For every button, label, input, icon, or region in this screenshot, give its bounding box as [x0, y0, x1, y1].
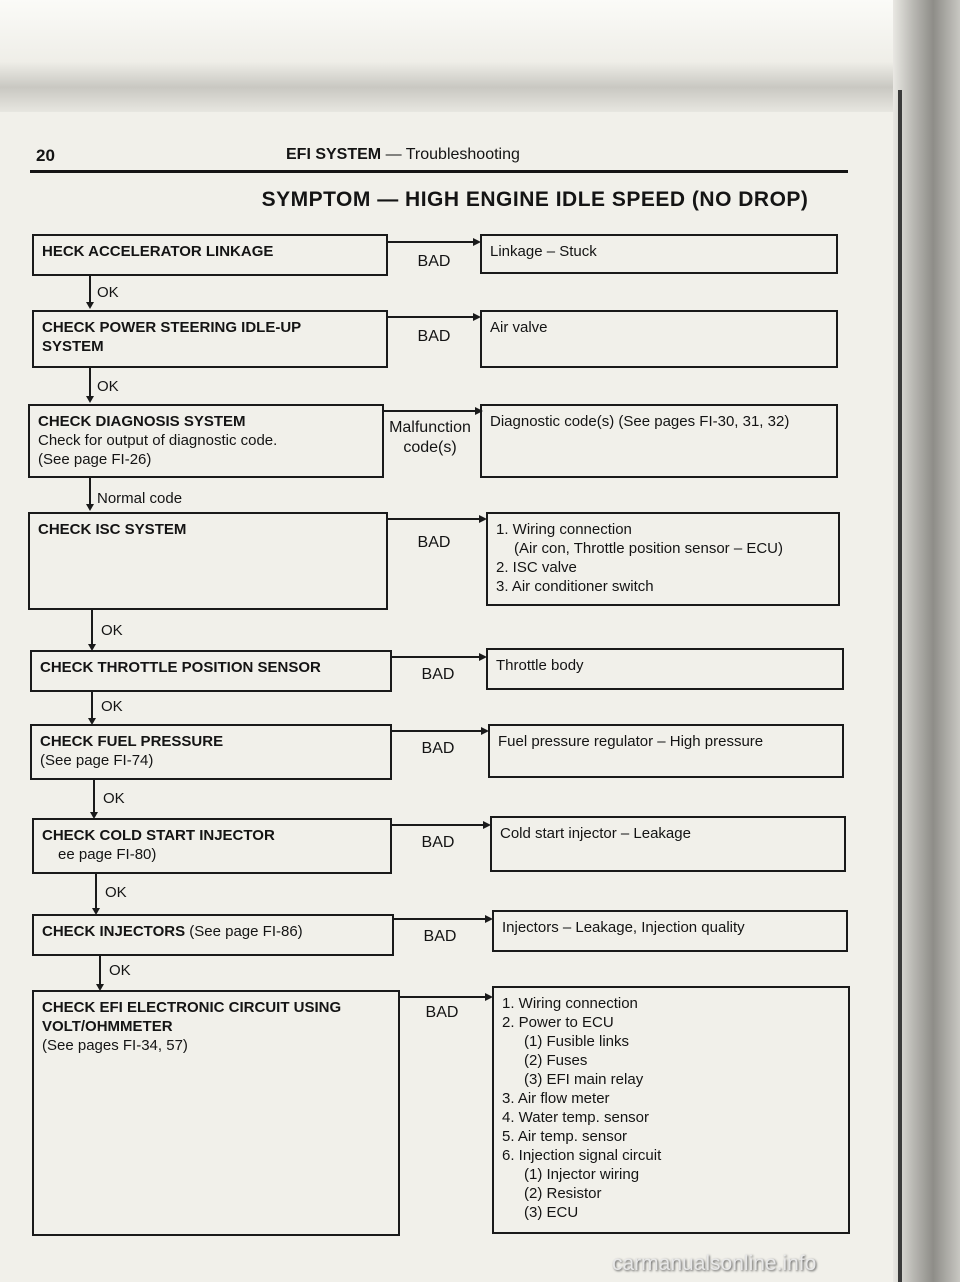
- bad-connector: [388, 316, 474, 318]
- page-edge: [898, 90, 902, 1282]
- check-detail: Check for output of diagnostic code.: [38, 432, 278, 449]
- ok-label: OK: [109, 962, 131, 979]
- scan-binding-shadow: [893, 0, 960, 1282]
- result-line: 3. Air conditioner switch: [496, 578, 654, 595]
- result-box-cold-start-leakage: [490, 816, 846, 872]
- check-reference: (See page FI-74): [40, 752, 154, 769]
- flow-line: [93, 780, 95, 814]
- arrow-down-icon: [86, 302, 94, 309]
- result-label: BAD: [417, 534, 451, 551]
- flow-line: [89, 478, 91, 506]
- ok-label: OK: [101, 698, 123, 715]
- running-head: [286, 146, 520, 164]
- flow-line: [91, 692, 93, 720]
- result-line: 2. Power to ECU: [502, 1014, 614, 1031]
- check-box-efi-circuit: [32, 990, 400, 1236]
- bad-connector: [400, 996, 486, 998]
- check-box-isc-system: [28, 512, 388, 610]
- check-box-power-steering: [32, 310, 388, 368]
- result-line: 3. Air flow meter: [502, 1090, 610, 1107]
- check-heading: CHECK COLD START INJECTOR: [42, 827, 275, 844]
- result-box-throttle-body: [486, 648, 844, 690]
- bad-connector: [394, 918, 486, 920]
- arrow-down-icon: [86, 504, 94, 511]
- flow-line: [89, 276, 91, 304]
- page-title: SYMPTOM — HIGH ENGINE IDLE SPEED (NO DROP): [261, 188, 809, 211]
- normal-code-label: Normal code: [97, 490, 183, 507]
- check-reference: (See pages FI-34, 57): [42, 1037, 188, 1054]
- result-label: BAD: [421, 740, 455, 757]
- result-label: BAD: [417, 253, 451, 270]
- result-label: BAD: [423, 928, 457, 945]
- result-line: 1. Wiring connection: [496, 521, 632, 538]
- check-heading: HECK ACCELERATOR LINKAGE: [42, 243, 274, 260]
- scan-top-shadow: [0, 0, 960, 112]
- check-heading: CHECK POWER STEERING IDLE-UP: [42, 319, 302, 336]
- site-watermark: carmanualsonline.info: [612, 1252, 817, 1275]
- result-line: 4. Water temp. sensor: [502, 1109, 649, 1126]
- ok-label: OK: [105, 884, 127, 901]
- flow-line: [89, 368, 91, 398]
- result-label: BAD: [425, 1004, 459, 1021]
- result-box-isc-causes: [486, 512, 840, 606]
- result-box-fuel-regulator: [488, 724, 844, 778]
- result-label: BAD: [421, 834, 455, 851]
- subsection-name: — Troubleshooting: [385, 146, 520, 163]
- result-line: Fuel pressure regulator – High pressure: [498, 733, 764, 750]
- result-line: Linkage – Stuck: [490, 243, 597, 260]
- result-line: (3) ECU: [524, 1204, 579, 1221]
- result-label: BAD: [417, 328, 451, 345]
- check-reference: (See page FI-26): [38, 451, 152, 468]
- result-label: BAD: [421, 666, 455, 683]
- bad-connector: [392, 730, 482, 732]
- check-box-diagnosis: [28, 404, 384, 478]
- result-line: Injectors – Leakage, Injection quality: [502, 919, 745, 936]
- flow-line: [95, 874, 97, 910]
- check-box-throttle-sensor: [30, 650, 392, 692]
- check-heading: CHECK FUEL PRESSURE: [40, 733, 224, 750]
- check-box-accelerator-linkage: [32, 234, 388, 276]
- result-line: 5. Air temp. sensor: [502, 1128, 628, 1145]
- result-box-diagnostic-codes: [480, 404, 838, 478]
- result-box-injector-leakage: [492, 910, 848, 952]
- flow-line: [99, 956, 101, 986]
- bad-connector: [388, 241, 474, 243]
- check-heading: CHECK THROTTLE POSITION SENSOR: [40, 659, 321, 676]
- ok-label: OK: [97, 284, 119, 301]
- result-line: (2) Fuses: [524, 1052, 588, 1069]
- check-heading: CHECK INJECTORS: [42, 923, 186, 940]
- result-line: (1) Fusible links: [524, 1033, 630, 1050]
- result-box-air-valve: [480, 310, 838, 368]
- check-box-fuel-pressure: [30, 724, 392, 780]
- arrow-down-icon: [86, 396, 94, 403]
- check-heading: CHECK DIAGNOSIS SYSTEM: [38, 413, 246, 430]
- check-box-cold-start-injector: [32, 818, 392, 874]
- section-name: EFI SYSTEM: [286, 146, 382, 163]
- ok-label: OK: [97, 378, 119, 395]
- result-line: Diagnostic code(s) (See pages FI-30, 31, 32): [490, 413, 790, 430]
- check-heading: CHECK EFI ELECTRONIC CIRCUIT USING: [42, 999, 342, 1016]
- check-reference: ee page FI-80): [58, 846, 157, 863]
- check-reference: (See page FI-86): [189, 923, 303, 940]
- ok-label: OK: [101, 622, 123, 639]
- malfunction-connector: [384, 410, 476, 412]
- flow-line: [91, 610, 93, 646]
- result-line: Air valve: [490, 319, 548, 336]
- result-line: (Air con, Throttle position sensor – ECU): [514, 540, 783, 557]
- bad-connector: [392, 656, 480, 658]
- page-header: [30, 142, 848, 173]
- bad-connector: [388, 518, 480, 520]
- result-line: (2) Resistor: [524, 1185, 602, 1202]
- result-line: Cold start injector – Leakage: [500, 825, 691, 842]
- check-heading-cont: SYSTEM: [42, 338, 104, 355]
- page-number: 20: [36, 146, 55, 165]
- check-heading-cont: VOLT/OHMMETER: [42, 1018, 173, 1035]
- result-line: 1. Wiring connection: [502, 995, 638, 1012]
- result-line: Throttle body: [496, 657, 584, 674]
- ok-label: OK: [103, 790, 125, 807]
- bad-connector: [392, 824, 484, 826]
- result-line: (1) Injector wiring: [524, 1166, 640, 1183]
- check-box-injectors: [32, 914, 394, 956]
- result-line: 6. Injection signal circuit: [502, 1147, 662, 1164]
- result-line: (3) EFI main relay: [524, 1071, 644, 1088]
- check-heading: CHECK ISC SYSTEM: [38, 521, 187, 538]
- result-box-efi-circuit-causes: [492, 986, 850, 1234]
- result-label: Malfunction code(s): [389, 419, 471, 456]
- result-box-linkage: [480, 234, 838, 274]
- result-line: 2. ISC valve: [496, 559, 577, 576]
